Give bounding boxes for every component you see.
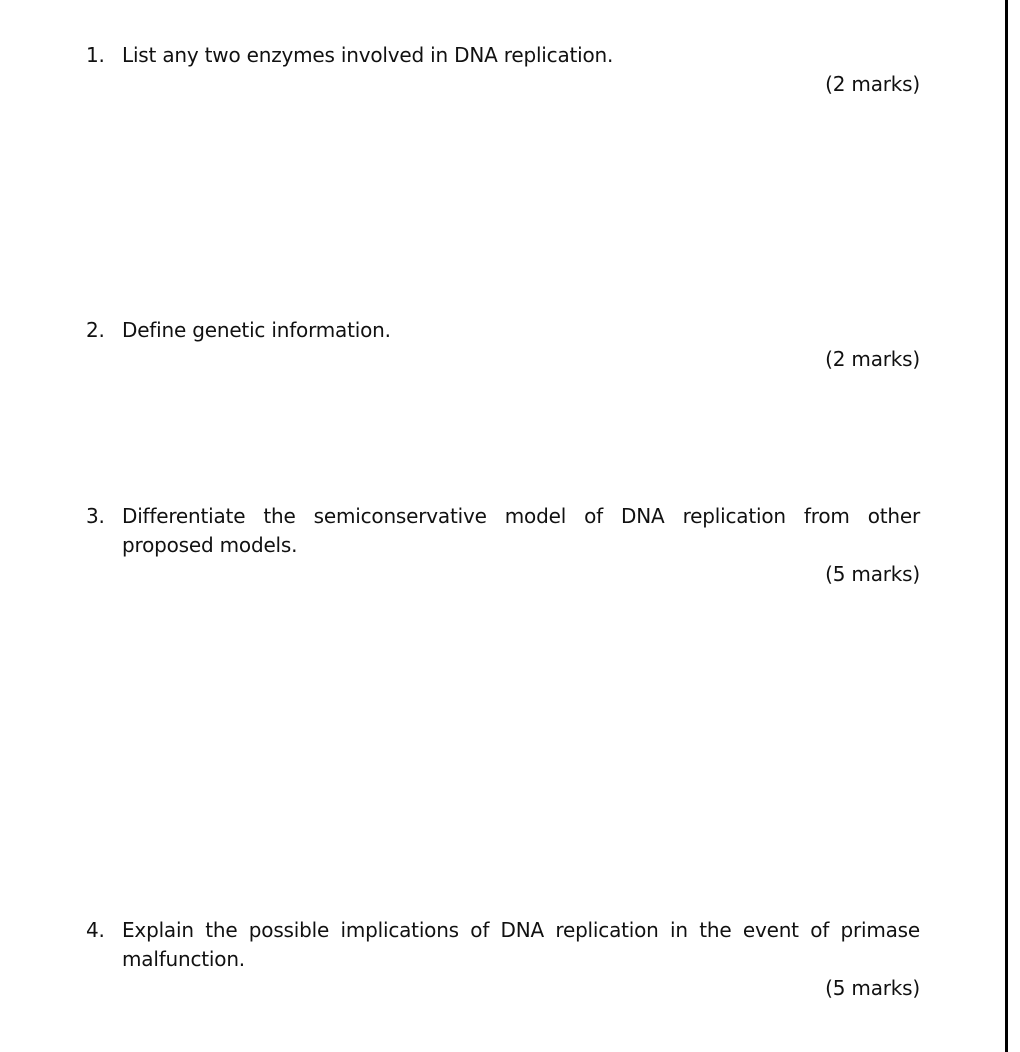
- question-1: [86, 41, 920, 99]
- question-3-text: Differentiate the semiconservative model of DNA replication from other proposed models.: [122, 504, 920, 557]
- question-4-number: 4.: [86, 918, 105, 942]
- question-2-text: Define genetic information.: [122, 318, 391, 342]
- question-2-line: [86, 316, 920, 345]
- question-2-number: 2.: [86, 318, 105, 342]
- question-1-text: List any two enzymes involved in DNA replication.: [122, 43, 614, 67]
- question-2-marks: (2 marks): [825, 347, 920, 371]
- question-4-line: [86, 916, 920, 974]
- question-1-marks: (2 marks): [825, 72, 920, 96]
- question-3-marks: (5 marks): [825, 562, 920, 586]
- question-1-line: [86, 41, 920, 70]
- question-3: [86, 502, 920, 589]
- question-3-line: [86, 502, 920, 560]
- question-4-marks: (5 marks): [825, 976, 920, 1000]
- page-border-right: [1005, 0, 1008, 1052]
- question-3-number: 3.: [86, 504, 105, 528]
- question-1-number: 1.: [86, 43, 105, 67]
- question-2: [86, 316, 920, 374]
- question-4: [86, 916, 920, 1003]
- question-4-text: Explain the possible implications of DNA replication in the event of primase malfunction.: [122, 918, 920, 971]
